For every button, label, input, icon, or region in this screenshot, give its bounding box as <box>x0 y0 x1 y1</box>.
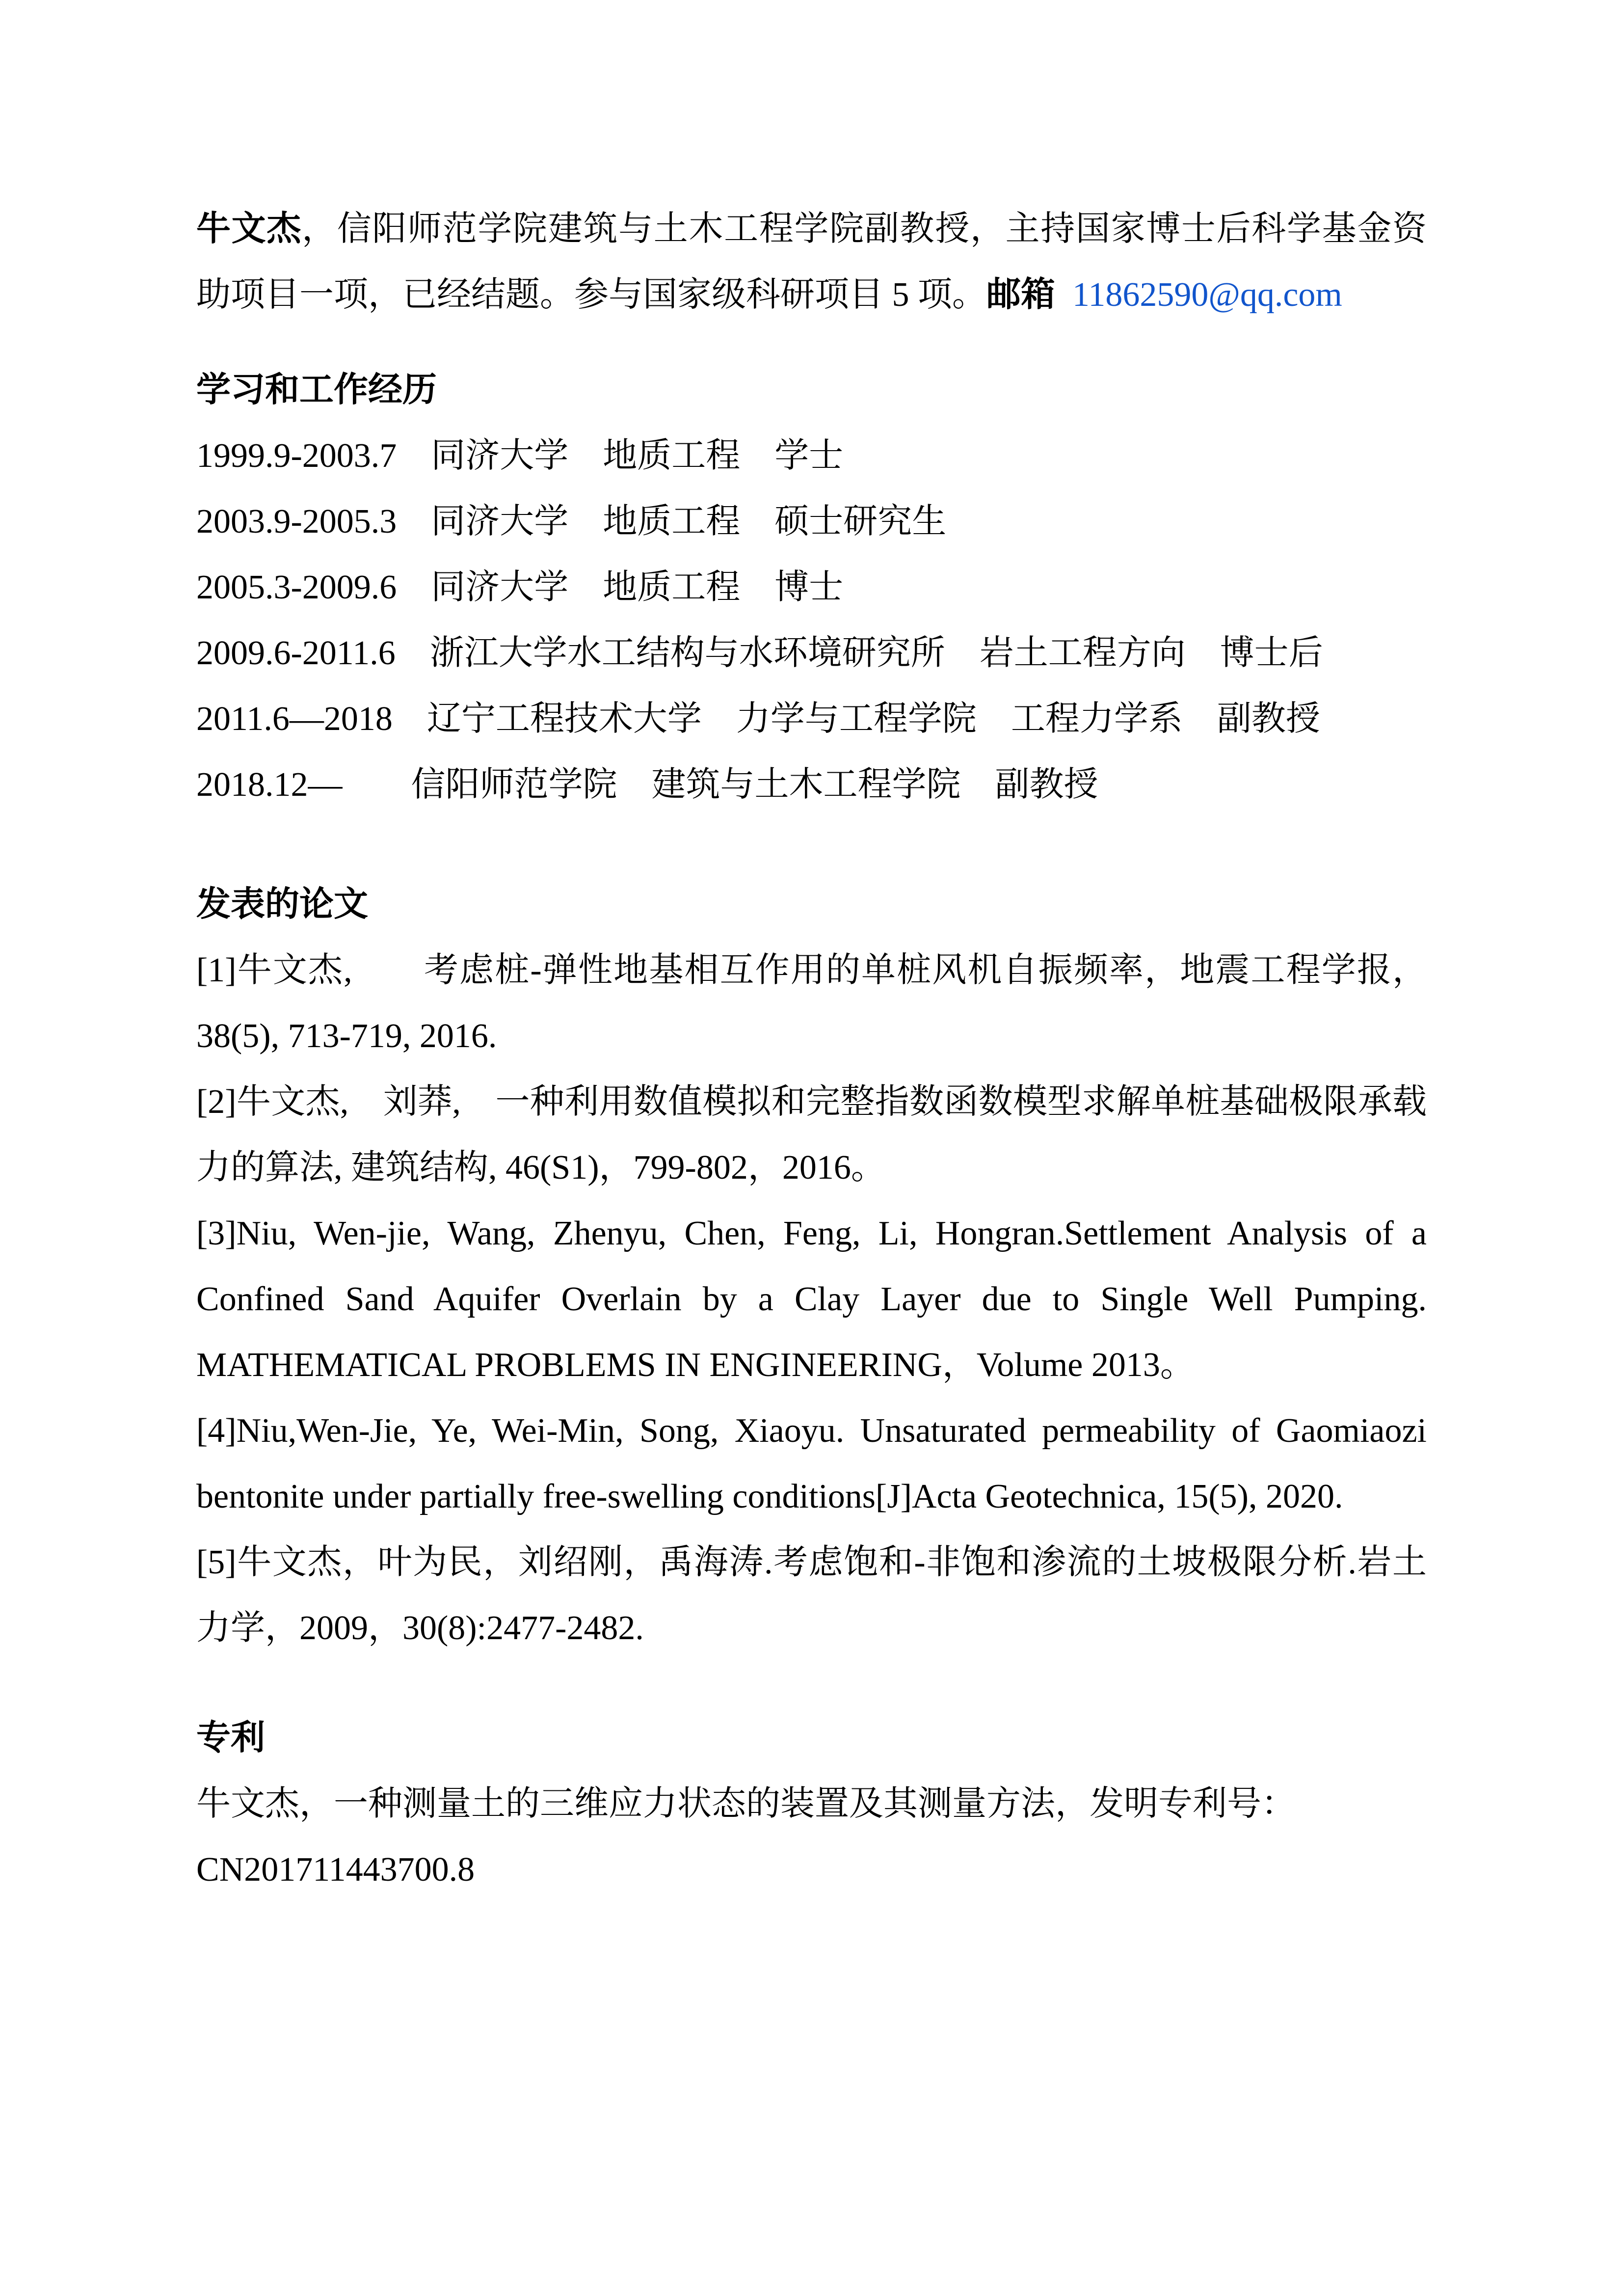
author-name: 牛文杰 <box>196 210 302 248</box>
publication-entry-4: [4]Niu,Wen-Jie, Ye, Wei-Min, Song, Xiaoyu. Unsaturated permeability of Gaomiaozi bentonite under partially free-swelling conditions[J]Acta Geotechnica, 15(5), 2020. <box>196 1412 1436 1515</box>
experience-entry-1: 1999.9-2003.7 同济大学 地质工程 学士 <box>196 437 844 475</box>
publication-entry-1: [1]牛文杰, 考虑桩-弹性地基相互作用的单桩风机自振频率，地震工程学报，38(5), 713-719, 2016. <box>196 951 1427 1055</box>
publications-list <box>196 938 1436 1661</box>
publication-entry-5: [5]牛文杰，叶为民，刘绍刚，禹海涛.考虑饱和-非饱和渗流的土坡极限分析.岩土力学，2009，30(8):2477-2482. <box>196 1543 1427 1647</box>
experience-entry-3: 2005.3-2009.6 同济大学 地质工程 博士 <box>196 568 844 606</box>
experience-entry-4: 2009.6-2011.6 浙江大学水工结构与水环境研究所 岩土工程方向 博士后 <box>196 634 1323 672</box>
section-heading-publications: 发表的论文 <box>196 886 368 923</box>
section-heading-patent: 专利 <box>196 1719 265 1757</box>
experience-list <box>196 423 1427 818</box>
section-heading-experience: 学习和工作经历 <box>196 371 437 409</box>
intro-text: ，信阳师范学院建筑与土木工程学院副教授，主持国家博士后科学基金资助项目一项，已经结题。参与国家级科研项目 5 项。 <box>196 210 1427 314</box>
email-label: 邮箱 <box>986 276 1055 314</box>
intro-paragraph <box>196 196 1427 328</box>
experience-entry-5: 2011.6—2018 辽宁工程技术大学 力学与工程学院 工程力学系 副教授 <box>196 700 1320 738</box>
publication-entry-2: [2]牛文杰, 刘莽, 一种利用数值模拟和完整指数函数模型求解单桩基础极限承载力的算法, 建筑结构, 46(S1)，799-802，2016。 <box>196 1083 1427 1187</box>
experience-entry-6: 2018.12— 信阳师范学院 建筑与土木工程学院 副教授 <box>196 766 1098 804</box>
publication-entry-3: [3]Niu, Wen-jie, Wang, Zhenyu, Chen, Feng, Li, Hongran.Settlement Analysis of a Confined Sand Aquifer Overlain by a Clay Layer due to Single Well Pumping. MATHEMATICAL PROBLEMS IN ENGINEERING，Volume 2013。 <box>196 1215 1436 1384</box>
email-link[interactable]: 11862590@qq.com <box>1072 276 1342 314</box>
patent-paragraph: 牛文杰，一种测量土的三维应力状态的装置及其测量方法，发明专利号：CN201711443700.8 <box>196 1785 1296 1889</box>
experience-entry-2: 2003.9-2005.3 同济大学 地质工程 硕士研究生 <box>196 503 947 540</box>
